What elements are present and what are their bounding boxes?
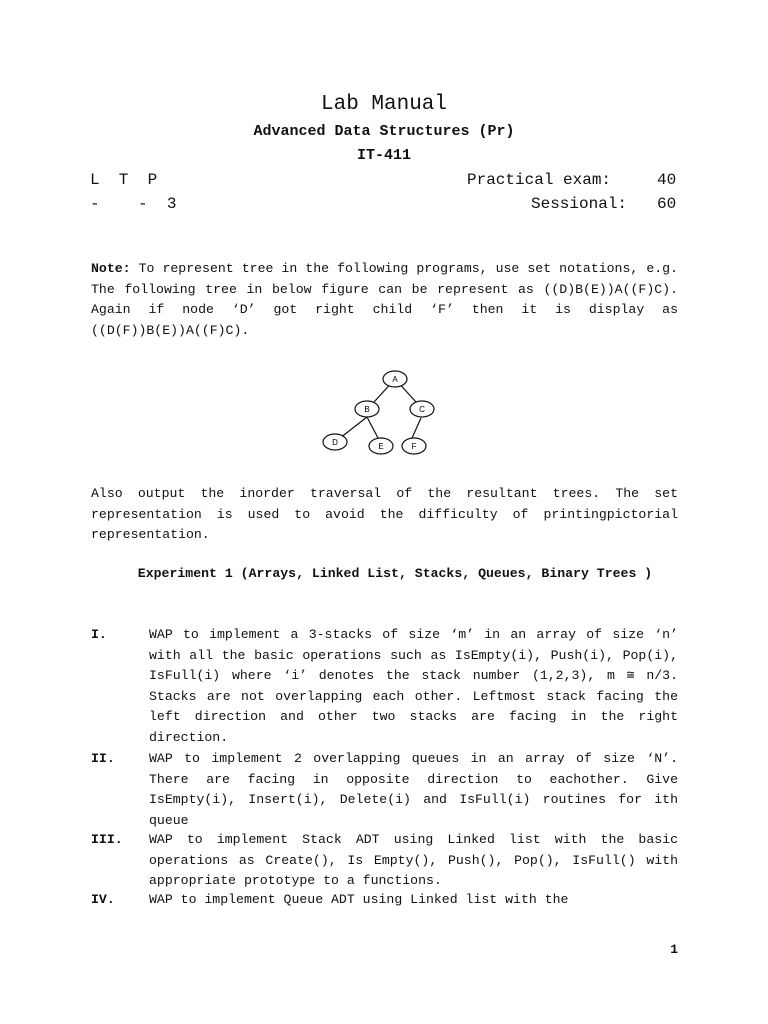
tree-node-f-label: F bbox=[411, 442, 417, 451]
item-number: I. bbox=[91, 627, 107, 642]
item-text: WAP to implement a 3-stacks of size ‘m’ in an array of size ‘n’ with all the basic operations such as IsEmpty(i), Push(i), Pop(i), IsFull(i) where ‘i’ denotes the stack number (1,2,3), m ≅ n/3. Stacks are not overlapping each other. Leftmost stack facing the left direction and other two stacks are facing in the right direction. bbox=[149, 627, 678, 745]
sessional-value: 60 bbox=[657, 195, 677, 213]
course-code: IT-411 bbox=[356, 147, 411, 164]
tree-node-e-label: E bbox=[378, 442, 384, 451]
page-number: 1 bbox=[670, 942, 678, 957]
item-number: IV. bbox=[91, 892, 115, 907]
tree-node-d bbox=[323, 434, 347, 450]
tree-node-f bbox=[402, 438, 426, 454]
note-label: Note: bbox=[91, 261, 131, 276]
practical-exam-label: Practical exam: bbox=[467, 171, 612, 189]
experiment-title: Experiment 1 (Arrays, Linked List, Stacks, Queues, Binary Trees ) bbox=[137, 566, 653, 581]
page-title: Lab Manual bbox=[320, 93, 448, 116]
item-number: II. bbox=[91, 751, 115, 766]
tree-node-d-label: D bbox=[332, 438, 338, 447]
tree-node-a-label: A bbox=[392, 375, 398, 384]
tree-node-c-label: C bbox=[419, 405, 425, 414]
item-number: III. bbox=[91, 832, 123, 847]
tree-node-c bbox=[410, 401, 434, 417]
item-text: WAP to implement Stack ADT using Linked list with the basic operations as Create(), Is Empty(), Push(), Pop(), IsFull() with appropriate prototype to a functions. bbox=[149, 832, 678, 888]
item-text: WAP to implement 2 overlapping queues in an array of size ‘N’. There are facing in opposite direction to eachother. Give IsEmpty(i), Insert(i), Delete(i) and IsFull(i) routines for ith queue bbox=[149, 751, 678, 828]
binary-tree-figure bbox=[318, 362, 448, 462]
ltp-labels: L T P bbox=[90, 171, 158, 189]
note-text: To represent tree in the following programs, use set notations, e.g. The following tree in below figure can be represent as ((D)B(E))A((F)C). Again if node ‘D’ got right child ‘F’ then it is display as ((D(F))B(E))A((F)C). bbox=[91, 261, 678, 338]
inorder-paragraph: Also output the inorder traversal of the resultant trees. The set representation is used to avoid the difficulty of printingpictorial representation. bbox=[91, 486, 678, 542]
course-title: Advanced Data Structures (Pr) bbox=[253, 123, 515, 140]
tree-node-b bbox=[355, 401, 379, 417]
item-text: WAP to implement Queue ADT using Linked list with the bbox=[149, 892, 569, 907]
tree-node-a bbox=[383, 371, 407, 387]
ltp-values: - - 3 bbox=[90, 195, 177, 213]
note-paragraph bbox=[91, 259, 678, 341]
tree-node-b-label: B bbox=[364, 405, 370, 414]
tree-node-e bbox=[369, 438, 393, 454]
practical-exam-value: 40 bbox=[657, 171, 677, 189]
sessional-label: Sessional: bbox=[531, 195, 628, 213]
